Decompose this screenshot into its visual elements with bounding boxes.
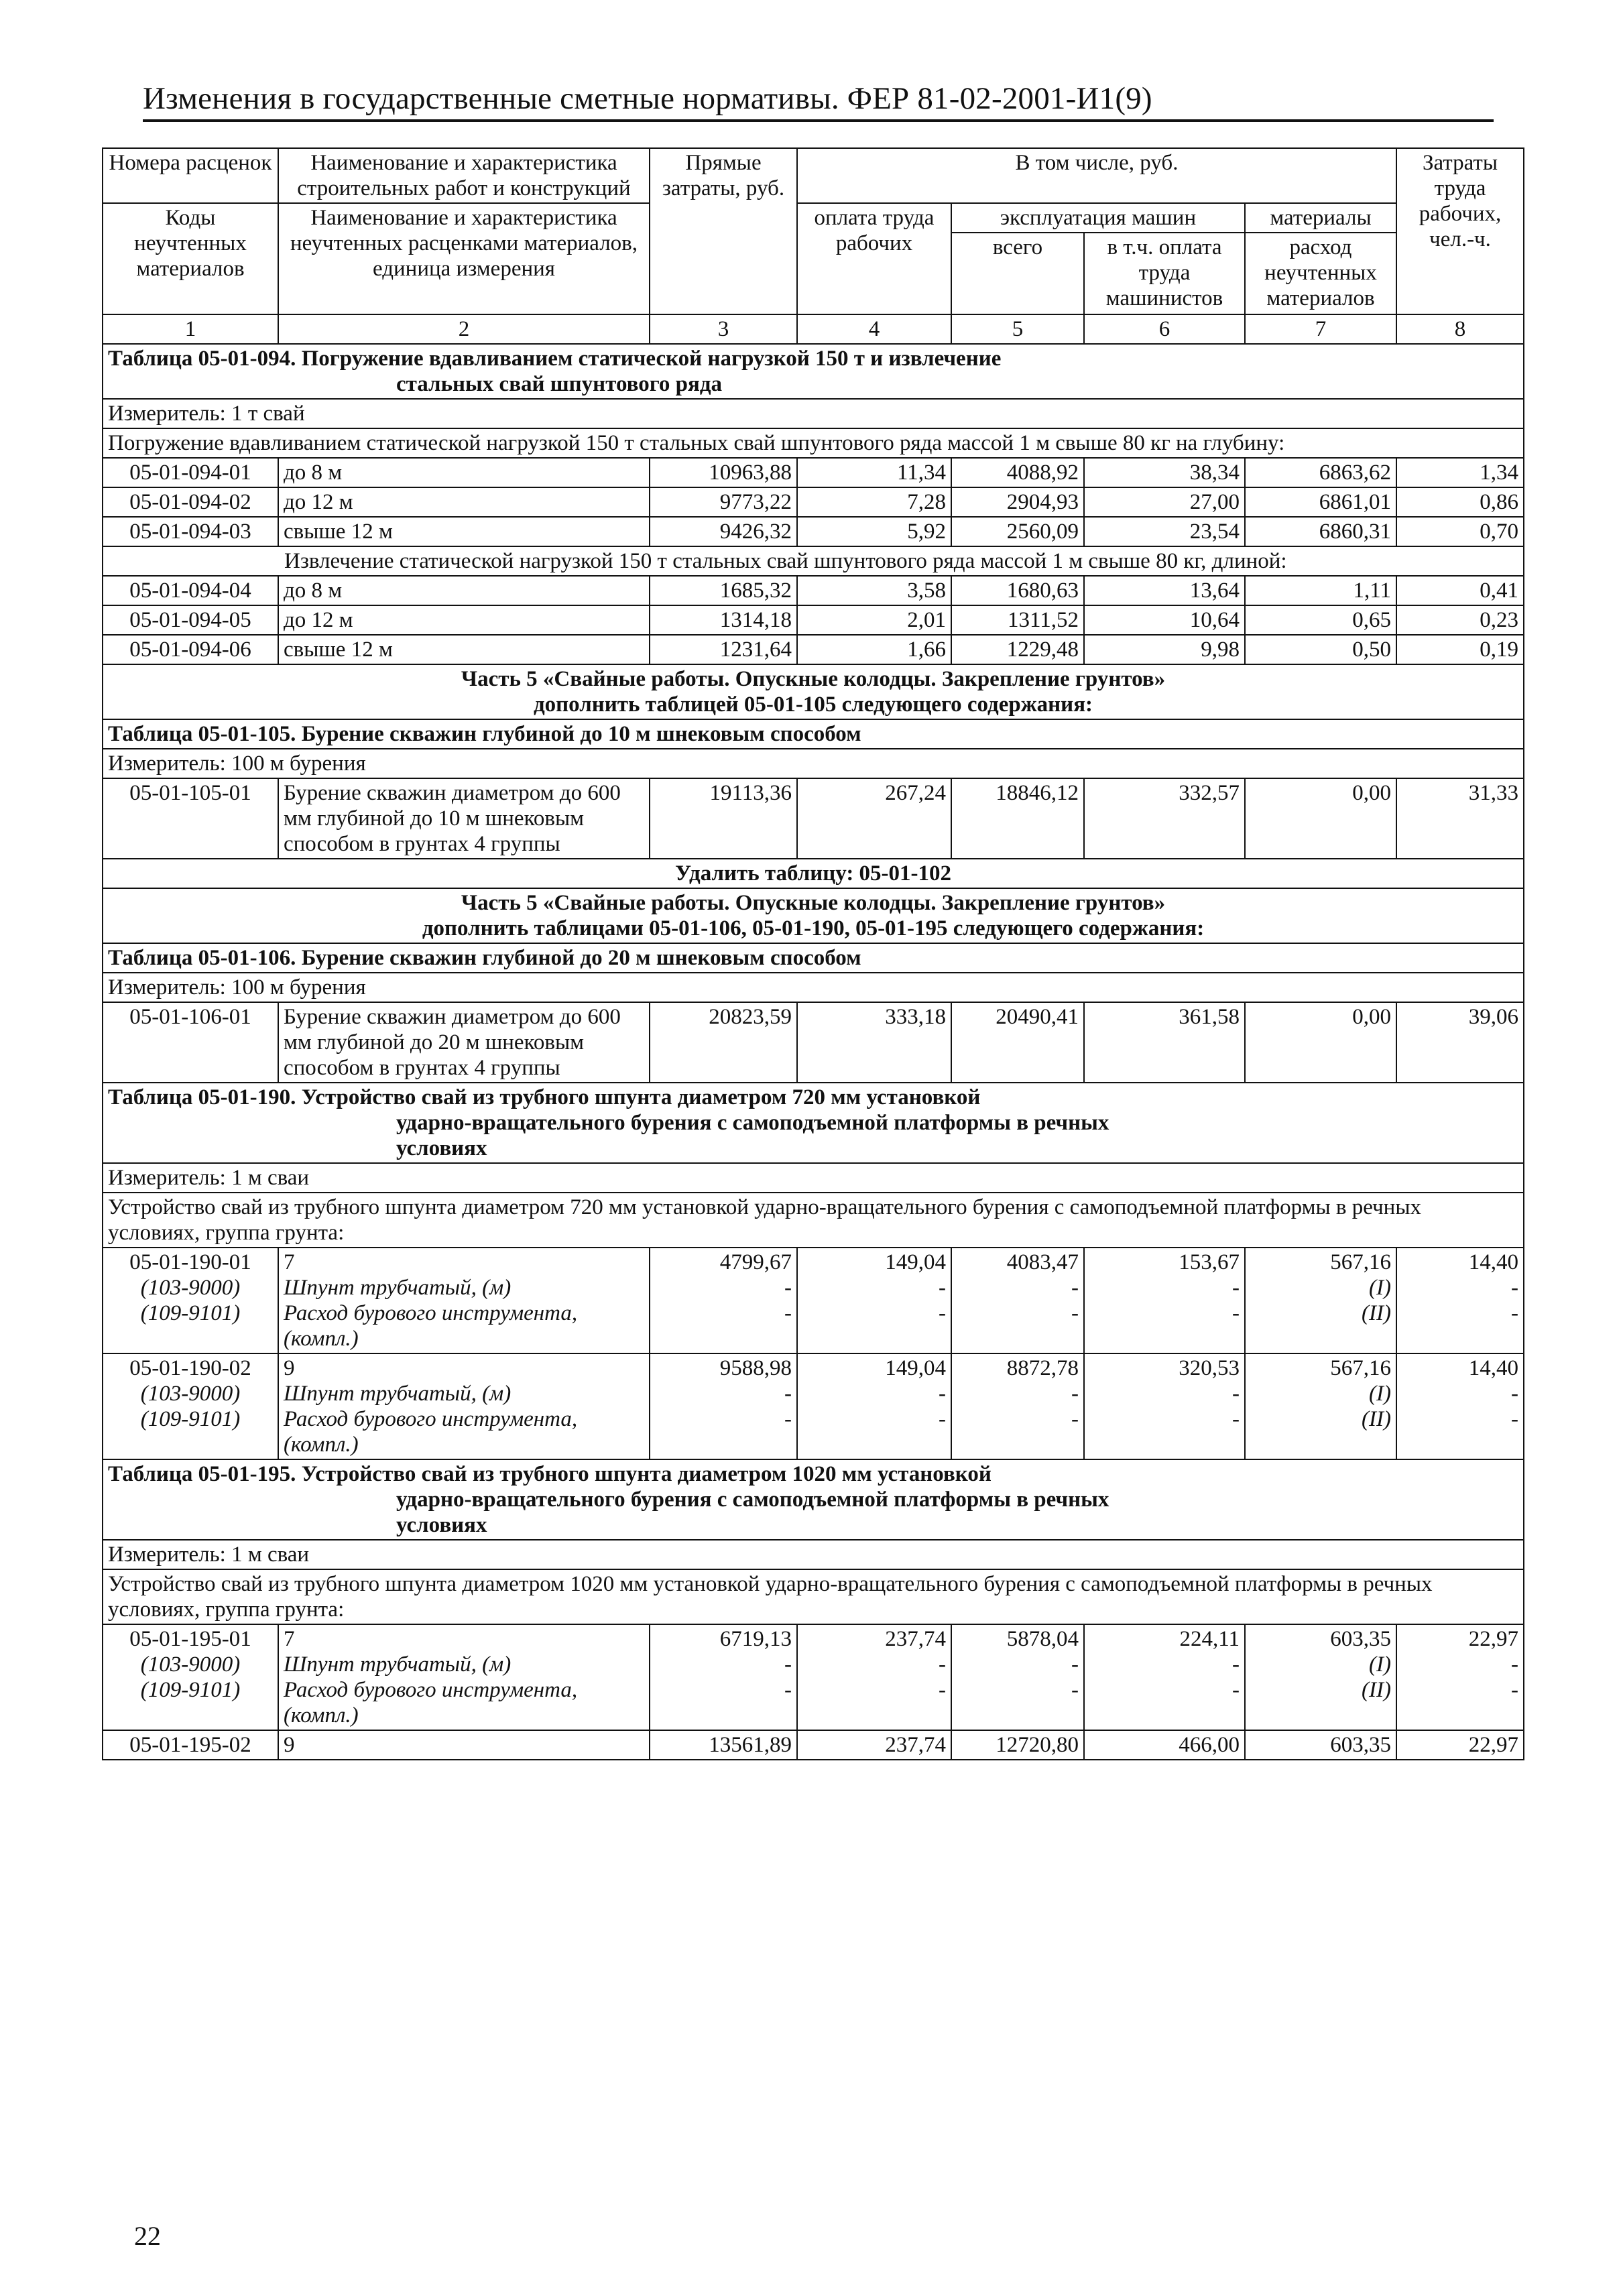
table-row: 05-01-094-06 свыше 12 м 1231,64 1,66 1229,48 9,98 0,50 0,19 [103, 635, 1524, 664]
table-row: 05-01-094-05 до 12 м 1314,18 2,01 1311,52 10,64 0,65 0,23 [103, 605, 1524, 635]
table-195-subheader: Устройство свай из трубного шпунта диаметром 1020 мм установкой ударно-вращательного бурения с самоподъемной платформы в речных условиях, группа грунта: [103, 1569, 1524, 1624]
table-row: 05-01-106-01 Бурение скважин диаметром до 600 мм глубиной до 20 м шнековым способом в грунтах 4 группы 20823,59 333,18 20490,41 361,58 0,00 39,06 [103, 1002, 1524, 1083]
header-col2-top: Наименование и характеристика строительных работ и конструкций [278, 148, 650, 203]
header-row [103, 148, 1524, 203]
table-195-title: Таблица 05-01-195. Устройство свай из трубного шпунта диаметром 1020 мм установкой ударно-вращательного бурения с самоподъемной платформы в речных условиях [103, 1459, 1524, 1540]
table-row: 05-01-094-03 свыше 12 м 9426,32 5,92 2560,09 23,54 6860,31 0,70 [103, 517, 1524, 546]
norms-table [102, 147, 1524, 1760]
header-col6: в т.ч. оплата труда машинистов [1084, 233, 1245, 314]
header-group: В том числе, руб. [797, 148, 1396, 203]
table-row: 05-01-094-04 до 8 м 1685,32 3,58 1680,63 13,64 1,11 0,41 [103, 576, 1524, 605]
page-number: 22 [134, 2221, 161, 2251]
header-col1-top: Номера расценок [103, 148, 278, 203]
table-195-measure: Измеритель: 1 м сваи [103, 1540, 1524, 1569]
table-190-title: Таблица 05-01-190. Устройство свай из трубного шпунта диаметром 720 мм установкой ударно-вращательного бурения с самоподъемной платформы в речных условиях [103, 1083, 1524, 1163]
table-105-title: Таблица 05-01-105. Бурение скважин глубиной до 10 м шнековым способом [103, 719, 1524, 749]
table-106-measure: Измеритель: 100 м бурения [103, 973, 1524, 1002]
table-106-title: Таблица 05-01-106. Бурение скважин глубиной до 20 м шнековым способом [103, 943, 1524, 973]
header-col8: Затраты труда рабочих, чел.-ч. [1396, 148, 1524, 314]
table-row: 05-01-195-02 9 13561,89 237,74 12720,80 466,00 603,35 22,97 [103, 1730, 1524, 1760]
table-row: 05-01-190-02 (103-9000) (109-9101) 9 Шпунт трубчатый, (м) Расход бурового инструмента, (компл.) 9588,98 - - 149,04 - - 8872,78 - - 320,53 - - 567,16 (I) (II) 14,40 - - [103, 1353, 1524, 1459]
header-col1-bottom: Коды неучтенных материалов [103, 203, 278, 314]
header-col3: Прямые затраты, руб. [650, 148, 797, 314]
table-row: 05-01-190-01 (103-9000) (109-9101) 7 Шпунт трубчатый, (м) Расход бурового инструмента, (компл.) 4799,67 - - 149,04 - - 4083,47 - - 153,67 - - 567,16 (I) (II) 14,40 - - [103, 1248, 1524, 1353]
table-094-subheader-2: Извлечение статической нагрузкой 150 т стальных свай шпунтового ряда массой 1 м свыше 80 кг, длиной: [103, 546, 1524, 576]
document-header: Изменения в государственные сметные нормативы. ФЕР 81-02-2001-И1(9) [143, 79, 1494, 122]
table-row: 05-01-094-02 до 12 м 9773,22 7,28 2904,93 27,00 6861,01 0,86 [103, 487, 1524, 517]
header-col4: оплата труда рабочих [797, 203, 951, 314]
header-col2-bottom: Наименование и характеристика неучтенных расценками материалов, единица измерения [278, 203, 650, 314]
table-row: 05-01-094-01 до 8 м 10963,88 11,34 4088,92 38,34 6863,62 1,34 [103, 458, 1524, 487]
table-105-measure: Измеритель: 100 м бурения [103, 749, 1524, 778]
table-row: 05-01-195-01 (103-9000) (109-9101) 7 Шпунт трубчатый, (м) Расход бурового инструмента, (компл.) 6719,13 - - 237,74 - - 5878,04 - - 224,11 - - 603,35 (I) (II) 22,97 - - [103, 1624, 1524, 1730]
header-col5: всего [951, 233, 1084, 314]
table-190-measure: Измеритель: 1 м сваи [103, 1163, 1524, 1193]
part-heading-2: Часть 5 «Свайные работы. Опускные колодцы. Закрепление грунтов» дополнить таблицами 05-01-106, 05-01-190, 05-01-195 следующего содержания: [103, 888, 1524, 943]
norms-table-frame [102, 147, 1523, 1760]
header-col7: расход неучтенных материалов [1245, 233, 1396, 314]
table-094-subheader: Погружение вдавливанием статической нагрузкой 150 т стальных свай шпунтового ряда массой 1 м свыше 80 кг на глубину: [103, 428, 1524, 458]
table-190-subheader: Устройство свай из трубного шпунта диаметром 720 мм установкой ударно-вращательного бурения с самоподъемной платформы в речных условиях, группа грунта: [103, 1193, 1524, 1248]
header-materials: материалы [1245, 203, 1396, 233]
delete-table-notice: Удалить таблицу: 05-01-102 [103, 859, 1524, 888]
part-heading-1: Часть 5 «Свайные работы. Опускные колодцы. Закрепление грунтов» дополнить таблицей 05-01-105 следующего содержания: [103, 664, 1524, 719]
table-094-title: Таблица 05-01-094. Погружение вдавливанием статической нагрузкой 150 т и извлечение стальных свай шпунтового ряда [103, 344, 1524, 399]
table-094-measure: Измеритель: 1 т свай [103, 399, 1524, 428]
header-machines: эксплуатация машин [951, 203, 1245, 233]
table-row: 05-01-105-01 Бурение скважин диаметром до 600 мм глубиной до 10 м шнековым способом в грунтах 4 группы 19113,36 267,24 18846,12 332,57 0,00 31,33 [103, 778, 1524, 859]
column-numbers-row: 1 2 3 4 5 6 7 8 [103, 314, 1524, 344]
